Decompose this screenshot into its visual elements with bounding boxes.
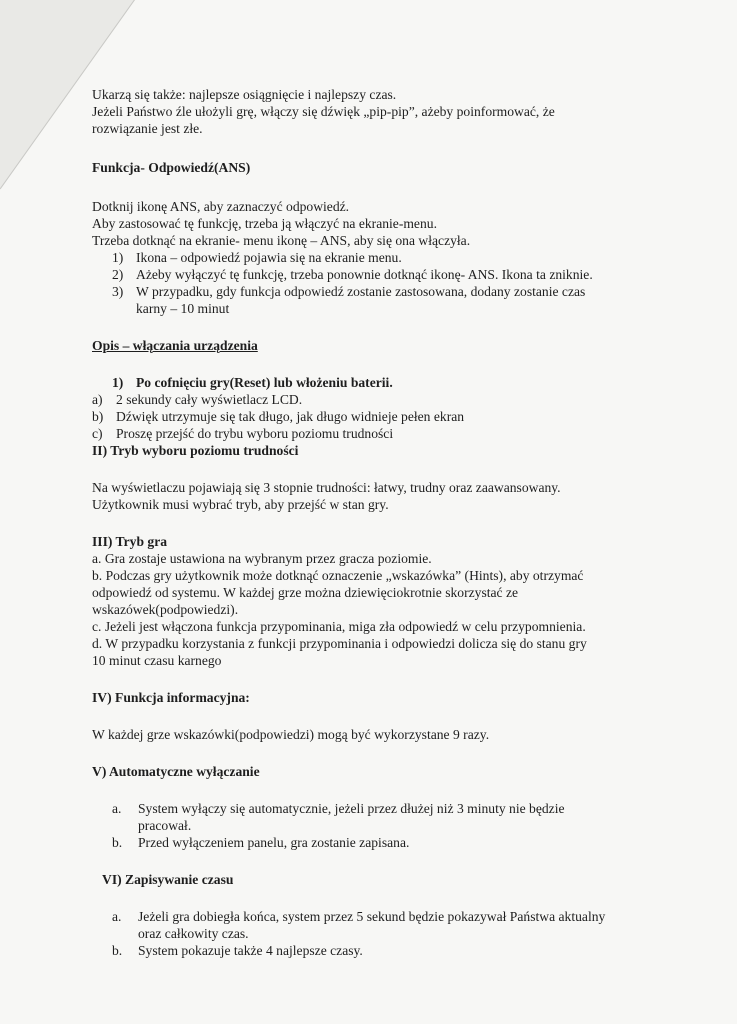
section-heading-informacyjna: IV) Funkcja informacyjna: — [92, 690, 250, 705]
intro-line: Jeżeli Państwo źle ułożyli grę, włączy się dźwięk „pip-pip”, ażeby poinformować, że — [92, 104, 555, 119]
list-marker: a. — [112, 801, 122, 816]
section-heading-ans: Funkcja- Odpowiedź(ANS) — [92, 160, 251, 175]
list-item-continuation — [92, 300, 652, 317]
document-body — [92, 86, 652, 959]
list-item — [92, 942, 652, 959]
ans-line: Trzeba dotknąć na ekranie- menu ikonę – ANS, aby się ona włączyła. — [92, 233, 471, 248]
ans-line: Dotknij ikonę ANS, aby zaznaczyć odpowiedź. — [92, 199, 350, 214]
list-marker: b) — [92, 409, 104, 424]
list-text: Ażeby wyłączyć tę funkcję, trzeba ponownie dotknąć ikonę- ANS. Ikona ta zniknie. — [136, 267, 593, 282]
list-item — [92, 800, 652, 817]
list-text: Proszę przejść do trybu wyboru poziomu trudności — [116, 426, 394, 441]
list-item — [92, 266, 652, 283]
list-text: Przed wyłączeniem panelu, gra zostanie zapisana. — [138, 835, 410, 850]
list-marker: 1) — [112, 375, 124, 390]
tryb-gra-line: odpowiedź od systemu. W każdej grze można dziewięciokrotnie skorzystać ze — [92, 585, 519, 600]
list-item — [92, 283, 652, 300]
intro-line: rozwiązanie jest złe. — [92, 121, 203, 136]
list-text: Ikona – odpowiedź pojawia się na ekranie menu. — [136, 250, 402, 265]
list-item-continuation — [92, 817, 652, 834]
list-text: Po cofnięciu gry(Reset) lub włożeniu baterii. — [136, 375, 393, 390]
section-heading-wylaczanie: V) Automatyczne wyłączanie — [92, 764, 260, 779]
list-item — [92, 908, 652, 925]
list-text: karny – 10 minut — [136, 301, 230, 316]
list-text: W przypadku, gdy funkcja odpowiedź zostanie zastosowana, dodany zostanie czas — [136, 284, 586, 299]
list-text: oraz całkowity czas. — [138, 926, 249, 941]
list-marker: b. — [112, 835, 123, 850]
list-item — [92, 391, 652, 408]
list-text: 2 sekundy cały wyświetlacz LCD. — [116, 392, 303, 407]
list-item — [92, 408, 652, 425]
tryb-gra-line: wskazówek(podpowiedzi). — [92, 602, 239, 617]
list-marker: a) — [92, 392, 103, 407]
list-text: System pokazuje także 4 najlepsze czasy. — [138, 943, 363, 958]
section-heading-tryb-gra: III) Tryb gra — [92, 534, 168, 549]
tryb-gra-line: 10 minut czasu karnego — [92, 653, 222, 668]
tryb-gra-line: b. Podczas gry użytkownik może dotknąć oznaczenie „wskazówka” (Hints), aby otrzymać — [92, 568, 584, 583]
list-item — [92, 425, 652, 442]
section-heading-opis: Opis – włączania urządzenia — [92, 338, 258, 353]
list-text: Jeżeli gra dobiegła końca, system przez 5 sekund będzie pokazywał Państwa aktualny — [138, 909, 606, 924]
list-text: System wyłączy się automatycznie, jeżeli przez dłużej niż 3 minuty nie będzie — [138, 801, 565, 816]
tryb-gra-line: c. Jeżeli jest włączona funkcja przypominania, miga zła odpowiedź w celu przypomnienia. — [92, 619, 586, 634]
tryb-wyboru-line: Na wyświetlaczu pojawiają się 3 stopnie trudności: łatwy, trudny oraz zaawansowany. — [92, 480, 561, 495]
list-marker: c) — [92, 426, 103, 441]
ans-line: Aby zastosować tę funkcję, trzeba ją włączyć na ekranie-menu. — [92, 216, 437, 231]
informacyjna-line: W każdej grze wskazówki(podpowiedzi) mogą być wykorzystane 9 razy. — [92, 727, 490, 742]
list-marker: b. — [112, 943, 123, 958]
list-text: Dźwięk utrzymuje się tak długo, jak długo widnieje pełen ekran — [116, 409, 465, 424]
list-marker: a. — [112, 909, 122, 924]
list-marker: 2) — [112, 267, 124, 282]
subheading-item — [92, 374, 652, 391]
list-item — [92, 834, 652, 851]
list-item-continuation — [92, 925, 652, 942]
list-text: pracował. — [138, 818, 192, 833]
intro-line: Ukarzą się także: najlepsze osiągnięcie i najlepszy czas. — [92, 87, 397, 102]
section-heading-tryb-wyboru: II) Tryb wyboru poziomu trudności — [92, 443, 299, 458]
section-heading-zapis: VI) Zapisywanie czasu — [102, 872, 234, 887]
list-marker: 1) — [112, 250, 124, 265]
tryb-gra-line: a. Gra zostaje ustawiona na wybranym przez gracza poziomie. — [92, 551, 432, 566]
tryb-wyboru-line: Użytkownik musi wybrać tryb, aby przejść w stan gry. — [92, 497, 389, 512]
list-item — [92, 249, 652, 266]
tryb-gra-line: d. W przypadku korzystania z funkcji przypominania i odpowiedzi dolicza się do stanu gry — [92, 636, 587, 651]
list-marker: 3) — [112, 284, 124, 299]
